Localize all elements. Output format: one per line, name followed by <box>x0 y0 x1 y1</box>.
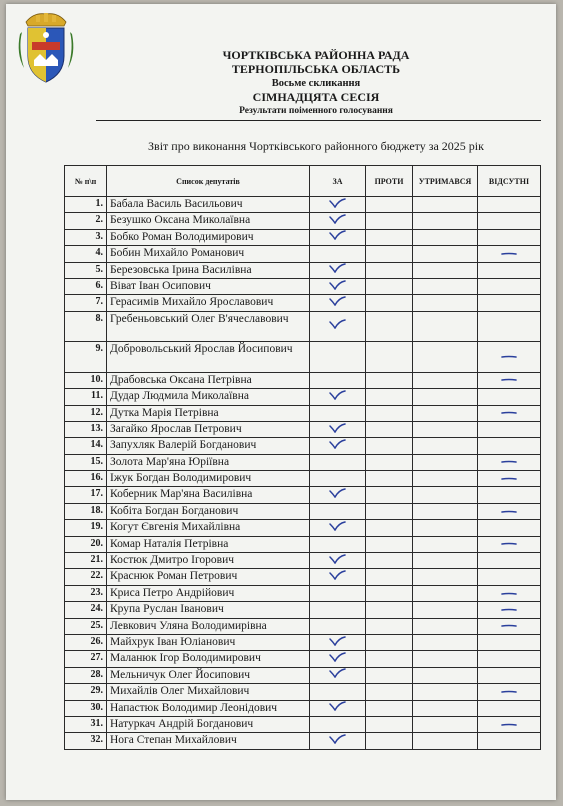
table-row <box>65 569 541 585</box>
vote-cell-proty <box>366 262 413 278</box>
vote-cell-absent <box>478 520 541 536</box>
vote-cell-proty <box>366 213 413 229</box>
vote-cell-za <box>310 569 366 585</box>
row-number: 12. <box>65 405 107 421</box>
vote-cell-proty <box>366 438 413 454</box>
vote-cell-za <box>310 295 366 311</box>
deputy-name: Когут Євгенія Михайлівна <box>107 520 310 536</box>
vote-cell-za <box>310 311 366 342</box>
vote-cell-absent <box>478 262 541 278</box>
row-number: 4. <box>65 246 107 262</box>
col-for: ЗА <box>310 166 366 197</box>
vote-cell-absent <box>478 553 541 569</box>
vote-cell-absent <box>478 602 541 618</box>
vote-cell-utrym <box>413 421 478 437</box>
row-number: 25. <box>65 618 107 634</box>
absent-dash-icon <box>501 588 517 600</box>
deputy-name: Криса Петро Андрійович <box>107 585 310 601</box>
check-mark-icon <box>329 735 346 747</box>
vote-cell-absent <box>478 311 541 342</box>
vote-cell-utrym <box>413 471 478 487</box>
vote-cell-utrym <box>413 634 478 650</box>
absent-dash-icon <box>501 473 517 485</box>
vote-cell-utrym <box>413 651 478 667</box>
deputy-name: Натуркач Андрій Богданович <box>107 716 310 732</box>
vote-cell-absent <box>478 503 541 519</box>
check-mark-icon <box>329 440 346 452</box>
vote-cell-za <box>310 246 366 262</box>
vote-cell-proty <box>366 454 413 470</box>
vote-cell-proty <box>366 684 413 700</box>
vote-cell-absent <box>478 229 541 245</box>
vote-cell-absent <box>478 716 541 732</box>
vote-cell-absent <box>478 700 541 716</box>
row-number: 18. <box>65 503 107 519</box>
vote-cell-za <box>310 197 366 213</box>
table-row <box>65 421 541 437</box>
check-mark-icon <box>329 297 346 309</box>
vote-cell-proty <box>366 372 413 388</box>
vote-cell-utrym <box>413 553 478 569</box>
vote-cell-proty <box>366 585 413 601</box>
vote-cell-za <box>310 454 366 470</box>
vote-cell-absent <box>478 405 541 421</box>
deputy-name: Герасимів Михайло Ярославович <box>107 295 310 311</box>
vote-cell-absent <box>478 438 541 454</box>
absent-dash-icon <box>501 620 517 632</box>
check-mark-icon <box>329 391 346 403</box>
absent-dash-icon <box>501 407 517 419</box>
vote-cell-utrym <box>413 262 478 278</box>
deputy-name: Бобин Михайло Романович <box>107 246 310 262</box>
deputy-name: Запухляк Валерій Богданович <box>107 438 310 454</box>
vote-cell-utrym <box>413 372 478 388</box>
vote-cell-absent <box>478 421 541 437</box>
vote-cell-proty <box>366 229 413 245</box>
vote-cell-za <box>310 342 366 373</box>
vote-cell-absent <box>478 733 541 749</box>
check-mark-icon <box>329 320 346 332</box>
deputy-name: Золота Мар'яна Юріївна <box>107 454 310 470</box>
vote-cell-za <box>310 438 366 454</box>
vote-cell-utrym <box>413 311 478 342</box>
vote-cell-za <box>310 487 366 503</box>
vote-cell-absent <box>478 651 541 667</box>
vote-results-heading: Результати поіменного голосування <box>239 106 393 116</box>
vote-cell-proty <box>366 487 413 503</box>
vote-cell-za <box>310 733 366 749</box>
vote-cell-za <box>310 262 366 278</box>
row-number: 9. <box>65 342 107 373</box>
vote-cell-za <box>310 536 366 552</box>
row-number: 28. <box>65 667 107 683</box>
vote-cell-utrym <box>413 716 478 732</box>
absent-dash-icon <box>501 351 517 363</box>
vote-cell-proty <box>366 405 413 421</box>
table-row <box>65 372 541 388</box>
row-number: 7. <box>65 295 107 311</box>
col-absent: ВІДСУТНІ <box>478 166 541 197</box>
vote-cell-absent <box>478 246 541 262</box>
vote-cell-utrym <box>413 684 478 700</box>
check-mark-icon <box>329 489 346 501</box>
vote-cell-proty <box>366 278 413 294</box>
deputy-name: Коберник Мар'яна Василівна <box>107 487 310 503</box>
vote-cell-za <box>310 520 366 536</box>
vote-cell-proty <box>366 553 413 569</box>
table-row <box>65 520 541 536</box>
table-row <box>65 667 541 683</box>
row-number: 21. <box>65 553 107 569</box>
table-row <box>65 295 541 311</box>
vote-cell-za <box>310 684 366 700</box>
deputy-name: Бобко Роман Володимирович <box>107 229 310 245</box>
table-body <box>65 197 541 750</box>
vote-cell-absent <box>478 536 541 552</box>
vote-cell-utrym <box>413 197 478 213</box>
vote-cell-proty <box>366 634 413 650</box>
col-abstained: УТРИМАВСЯ <box>413 166 478 197</box>
vote-cell-absent <box>478 372 541 388</box>
row-number: 23. <box>65 585 107 601</box>
vote-cell-za <box>310 405 366 421</box>
deputy-name: Напастюк Володимир Леонідович <box>107 700 310 716</box>
vote-cell-za <box>310 471 366 487</box>
row-number: 27. <box>65 651 107 667</box>
vote-cell-utrym <box>413 342 478 373</box>
vote-cell-proty <box>366 197 413 213</box>
vote-cell-proty <box>366 602 413 618</box>
deputy-name: Михайлів Олег Михайлович <box>107 684 310 700</box>
deputy-name: Березовська Ірина Василівна <box>107 262 310 278</box>
row-number: 24. <box>65 602 107 618</box>
table-row <box>65 438 541 454</box>
col-against: ПРОТИ <box>366 166 413 197</box>
vote-cell-utrym <box>413 438 478 454</box>
vote-cell-absent <box>478 585 541 601</box>
vote-cell-za <box>310 700 366 716</box>
deputy-name: Іжук Богдан Володимирович <box>107 471 310 487</box>
region-name: ТЕРНОПІЛЬСЬКА ОБЛАСТЬ <box>231 62 401 76</box>
table-row <box>65 585 541 601</box>
vote-cell-proty <box>366 536 413 552</box>
deputy-name: Дутка Марія Петрівна <box>107 405 310 421</box>
vote-cell-utrym <box>413 536 478 552</box>
absent-dash-icon <box>501 456 517 468</box>
check-mark-icon <box>329 522 346 534</box>
vote-cell-absent <box>478 667 541 683</box>
table-row <box>65 618 541 634</box>
vote-cell-proty <box>366 311 413 342</box>
row-number: 31. <box>65 716 107 732</box>
vote-cell-utrym <box>413 246 478 262</box>
convocation: Восьме скликання <box>271 78 361 89</box>
table-row <box>65 651 541 667</box>
vote-cell-utrym <box>413 229 478 245</box>
vote-cell-absent <box>478 389 541 405</box>
table-row <box>65 229 541 245</box>
row-number: 30. <box>65 700 107 716</box>
deputy-name: Бабала Василь Васильович <box>107 197 310 213</box>
absent-dash-icon <box>501 506 517 518</box>
deputy-name: Левкович Уляна Володимирівна <box>107 618 310 634</box>
absent-dash-icon <box>501 719 517 731</box>
vote-cell-za <box>310 634 366 650</box>
check-mark-icon <box>329 424 346 436</box>
vote-cell-za <box>310 651 366 667</box>
vote-cell-utrym <box>413 503 478 519</box>
row-number: 16. <box>65 471 107 487</box>
table-row <box>65 733 541 749</box>
deputy-name: Майхрук Іван Юліанович <box>107 634 310 650</box>
vote-cell-za <box>310 602 366 618</box>
absent-dash-icon <box>501 248 517 260</box>
header-divider <box>96 120 541 121</box>
deputy-name: Загайко Ярослав Петрович <box>107 421 310 437</box>
vote-cell-za <box>310 553 366 569</box>
table-row <box>65 197 541 213</box>
vote-cell-proty <box>366 651 413 667</box>
vote-cell-za <box>310 421 366 437</box>
vote-cell-proty <box>366 733 413 749</box>
vote-cell-utrym <box>413 585 478 601</box>
session-name: СІМНАДЦЯТА СЕСІЯ <box>252 90 380 104</box>
vote-cell-utrym <box>413 618 478 634</box>
absent-dash-icon <box>501 374 517 386</box>
absent-dash-icon <box>501 604 517 616</box>
vote-cell-absent <box>478 471 541 487</box>
check-mark-icon <box>329 669 346 681</box>
row-number: 29. <box>65 684 107 700</box>
deputy-name: Драбовська Оксана Петрівна <box>107 372 310 388</box>
vote-cell-absent <box>478 295 541 311</box>
deputy-name: Мельничук Олег Йосипович <box>107 667 310 683</box>
table-row <box>65 262 541 278</box>
deputy-name: Крупа Руслан Іванович <box>107 602 310 618</box>
table-row <box>65 536 541 552</box>
deputy-name: Костюк Дмитро Ігорович <box>107 553 310 569</box>
deputy-name: Гребеньовський Олег В'ячеславович <box>107 311 310 342</box>
vote-cell-za <box>310 585 366 601</box>
vote-cell-proty <box>366 342 413 373</box>
vote-cell-absent <box>478 487 541 503</box>
vote-cell-za <box>310 372 366 388</box>
row-number: 11. <box>65 389 107 405</box>
deputy-name: Добровольський Ярослав Йосипович <box>107 342 310 373</box>
check-mark-icon <box>329 231 346 243</box>
vote-cell-absent <box>478 618 541 634</box>
coat-of-arms-icon <box>14 8 78 88</box>
table-row <box>65 213 541 229</box>
vote-cell-absent <box>478 278 541 294</box>
vote-cell-utrym <box>413 405 478 421</box>
vote-cell-absent <box>478 454 541 470</box>
deputy-name: Комар Наталія Петрівна <box>107 536 310 552</box>
deputy-name: Нога Степан Михайлович <box>107 733 310 749</box>
table-row <box>65 278 541 294</box>
check-mark-icon <box>329 571 346 583</box>
vote-cell-proty <box>366 700 413 716</box>
check-mark-icon <box>329 555 346 567</box>
vote-cell-proty <box>366 618 413 634</box>
row-number: 19. <box>65 520 107 536</box>
deputy-name: Безушко Оксана Миколаївна <box>107 213 310 229</box>
deputy-name: Дудар Людмила Миколаївна <box>107 389 310 405</box>
vote-cell-proty <box>366 246 413 262</box>
document-page <box>6 4 556 800</box>
roll-call-table <box>64 165 541 750</box>
table-row <box>65 389 541 405</box>
row-number: 10. <box>65 372 107 388</box>
vote-cell-za <box>310 618 366 634</box>
table-row <box>65 246 541 262</box>
check-mark-icon <box>329 653 346 665</box>
check-mark-icon <box>329 702 346 714</box>
vote-cell-utrym <box>413 454 478 470</box>
check-mark-icon <box>329 215 346 227</box>
vote-cell-za <box>310 278 366 294</box>
row-number: 1. <box>65 197 107 213</box>
row-number: 3. <box>65 229 107 245</box>
council-name: ЧОРТКІВСЬКА РАЙОННА РАДА <box>222 48 410 62</box>
vote-cell-proty <box>366 421 413 437</box>
check-mark-icon <box>329 281 346 293</box>
vote-cell-utrym <box>413 667 478 683</box>
vote-cell-utrym <box>413 700 478 716</box>
vote-cell-za <box>310 229 366 245</box>
absent-dash-icon <box>501 538 517 550</box>
vote-cell-proty <box>366 569 413 585</box>
vote-cell-utrym <box>413 602 478 618</box>
row-number: 17. <box>65 487 107 503</box>
vote-cell-proty <box>366 295 413 311</box>
col-deputies: Список депутатів <box>107 166 310 197</box>
deputy-name: Маланюк Ігор Володимирович <box>107 651 310 667</box>
table-row <box>65 454 541 470</box>
table-row <box>65 405 541 421</box>
vote-cell-absent <box>478 684 541 700</box>
vote-cell-utrym <box>413 520 478 536</box>
vote-cell-absent <box>478 342 541 373</box>
table-row <box>65 602 541 618</box>
row-number: 6. <box>65 278 107 294</box>
col-number: № п\п <box>65 166 107 197</box>
vote-cell-za <box>310 213 366 229</box>
table-row <box>65 503 541 519</box>
table-row <box>65 684 541 700</box>
row-number: 5. <box>65 262 107 278</box>
vote-cell-proty <box>366 667 413 683</box>
deputy-name: Кобіта Богдан Богданович <box>107 503 310 519</box>
vote-cell-proty <box>366 471 413 487</box>
check-mark-icon <box>329 264 346 276</box>
vote-cell-utrym <box>413 389 478 405</box>
table-row <box>65 471 541 487</box>
vote-cell-za <box>310 503 366 519</box>
row-number: 26. <box>65 634 107 650</box>
row-number: 2. <box>65 213 107 229</box>
vote-cell-za <box>310 389 366 405</box>
vote-cell-utrym <box>413 213 478 229</box>
report-title: Звіт про виконання Чортківського районного бюджету за 2025 рік <box>148 139 484 153</box>
absent-dash-icon <box>501 686 517 698</box>
vote-cell-za <box>310 667 366 683</box>
table-row <box>65 700 541 716</box>
vote-cell-proty <box>366 503 413 519</box>
table-row <box>65 311 541 342</box>
table-row <box>65 553 541 569</box>
vote-cell-absent <box>478 197 541 213</box>
row-number: 32. <box>65 733 107 749</box>
vote-cell-proty <box>366 520 413 536</box>
row-number: 15. <box>65 454 107 470</box>
row-number: 8. <box>65 311 107 342</box>
vote-cell-utrym <box>413 733 478 749</box>
row-number: 20. <box>65 536 107 552</box>
table-row <box>65 634 541 650</box>
vote-cell-za <box>310 716 366 732</box>
vote-cell-utrym <box>413 569 478 585</box>
vote-cell-absent <box>478 569 541 585</box>
vote-cell-utrym <box>413 295 478 311</box>
vote-cell-absent <box>478 634 541 650</box>
vote-cell-absent <box>478 213 541 229</box>
vote-cell-proty <box>366 389 413 405</box>
vote-cell-utrym <box>413 487 478 503</box>
check-mark-icon <box>329 199 346 211</box>
row-number: 14. <box>65 438 107 454</box>
deputy-name: Краснюк Роман Петрович <box>107 569 310 585</box>
vote-cell-utrym <box>413 278 478 294</box>
check-mark-icon <box>329 637 346 649</box>
deputy-name: Віват Іван Осипович <box>107 278 310 294</box>
table-row <box>65 342 541 373</box>
row-number: 22. <box>65 569 107 585</box>
row-number: 13. <box>65 421 107 437</box>
vote-cell-proty <box>366 716 413 732</box>
table-row <box>65 716 541 732</box>
table-row <box>65 487 541 503</box>
table-header-row <box>65 166 541 197</box>
